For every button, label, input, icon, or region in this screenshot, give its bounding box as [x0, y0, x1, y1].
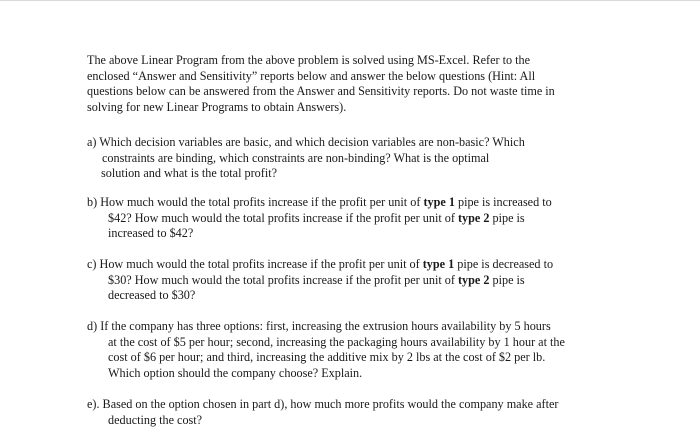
question-a-line: a) Which decision variables are basic, and which decision variables are non-basic? Which — [87, 135, 525, 149]
question-e-line: e). Based on the option chosen in part d), how much more profits would the company make after — [87, 397, 559, 411]
question-c-emphasis: type 1 — [422, 257, 455, 271]
question-b-text: b) How much would the total profits increase if the profit per unit of — [87, 195, 424, 209]
question-c-line — [87, 257, 617, 273]
question-b-text: pipe is — [489, 210, 525, 225]
question-c-emphasis: type 2 — [457, 272, 490, 287]
question-a-line: solution and what is the total profit? — [101, 166, 278, 181]
question-e — [87, 397, 617, 428]
question-c-line — [87, 273, 617, 289]
document-page — [87, 53, 617, 427]
question-d-line: at the cost of $5 per hour; second, increasing the packaging hours availability by 1 hour at the — [108, 334, 565, 349]
question-b — [87, 195, 617, 242]
question-a — [87, 135, 617, 182]
intro-line: enclosed “Answer and Sensitivity” reports below and answer the below questions (Hint: All — [87, 68, 536, 83]
question-c-text: pipe is — [489, 272, 525, 287]
question-d-line: d) If the company has three options: first, increasing the extrusion hours availability by 5 hours — [87, 319, 551, 333]
question-b-line — [87, 195, 617, 211]
question-c-line: decreased to $30? — [108, 288, 196, 303]
question-a-line: constraints are binding, which constraints are non-binding? What is the optimal — [102, 150, 490, 165]
question-c — [87, 257, 617, 304]
top-divider — [0, 0, 700, 1]
question-b-text: $42? How much would the total profits increase if the profit per unit of — [108, 210, 458, 225]
intro-line: solving for new Linear Programs to obtain Answers). — [87, 99, 347, 114]
question-b-emphasis: type 2 — [457, 210, 490, 225]
question-e-line: deducting the cost? — [108, 412, 203, 427]
question-b-emphasis: type 1 — [423, 195, 455, 209]
question-c-text: $30? How much would the total profits increase if the profit per unit of — [108, 272, 458, 287]
question-d-line: Which option should the company choose? Explain. — [108, 365, 363, 380]
question-d — [87, 319, 617, 381]
question-b-line — [87, 211, 617, 227]
intro-paragraph — [87, 53, 617, 115]
question-b-line: increased to $42? — [108, 226, 194, 241]
intro-line: The above Linear Program from the above problem is solved using MS-Excel. Refer to the — [87, 53, 531, 67]
intro-line: questions below can be answered from the Answer and Sensitivity reports. Do not waste time in — [87, 84, 555, 99]
question-d-line: cost of $6 per hour; and third, increasing the additive mix by 2 lbs at the cost of $2 per lb. — [108, 350, 546, 365]
question-c-text: pipe is decreased to — [454, 257, 554, 271]
question-b-text: pipe is increased to — [454, 195, 552, 209]
question-c-text: c) How much would the total profits increase if the profit per unit of — [87, 257, 423, 271]
